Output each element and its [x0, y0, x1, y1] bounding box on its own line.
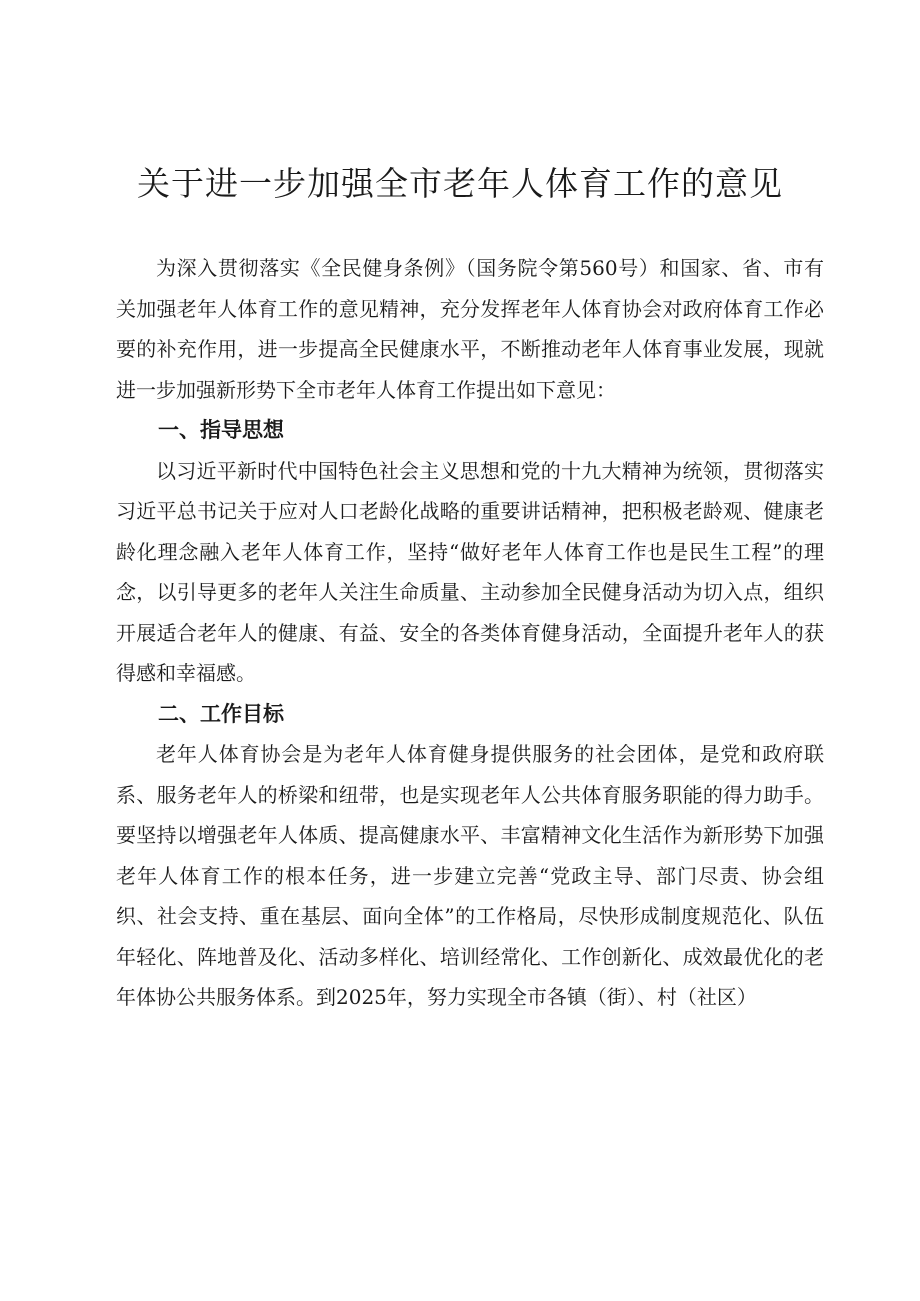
- intro-paragraph: 为深入贯彻落实《全民健身条例》（国务院令第560号）和国家、省、市有关加强老年人体育工作的意见精神，充分发挥老年人体育协会对政府体育工作必要的补充作用，进一步提高全民健康水平，不断推动老年人体育事业发展，现就进一步加强新形势下全市老年人体育工作提出如下意见：: [116, 256, 824, 402]
- section-paragraph-guiding-ideology: 以习近平新时代中国特色社会主义思想和党的十九大精神为统领，贯彻落实习近平总书记关于应对人口老龄化战略的重要讲话精神，把积极老龄观、健康老龄化理念融入老年人体育工作，坚持“做好老年人体育工作也是民生工程”的理念，以引导更多的老年人关注生命质量、主动参加全民健身活动为切入点，组织开展适合老年人的健康、有益、安全的各类体育健身活动，全面提升老年人的获得感和幸福感。: [116, 458, 824, 685]
- section-paragraph-work-goals: 老年人体育协会是为老年人体育健身提供服务的社会团体，是党和政府联系、服务老年人的桥梁和纽带，也是实现老年人公共体育服务职能的得力助手。要坚持以增强老年人体质、提高健康水平、丰富精神文化生活作为新形势下加强老年人体育工作的根本任务，进一步建立完善“党政主导、部门尽责、协会组织、社会支持、重在基层、面向全体”的工作格局，尽快形成制度规范化、队伍年轻化、阵地普及化、活动多样化、培训经常化、工作创新化、成效最优化的老年体协公共服务体系。到2025年，努力实现全市各镇（街）、村（社区）: [116, 742, 824, 1009]
- section-heading-guiding-ideology: 一、指导思想: [158, 418, 284, 442]
- document-body: [116, 248, 824, 1018]
- section-heading-work-goals: 二、工作目标: [158, 701, 284, 726]
- document-title: 关于进一步加强全市老年人体育工作的意见: [137, 164, 783, 203]
